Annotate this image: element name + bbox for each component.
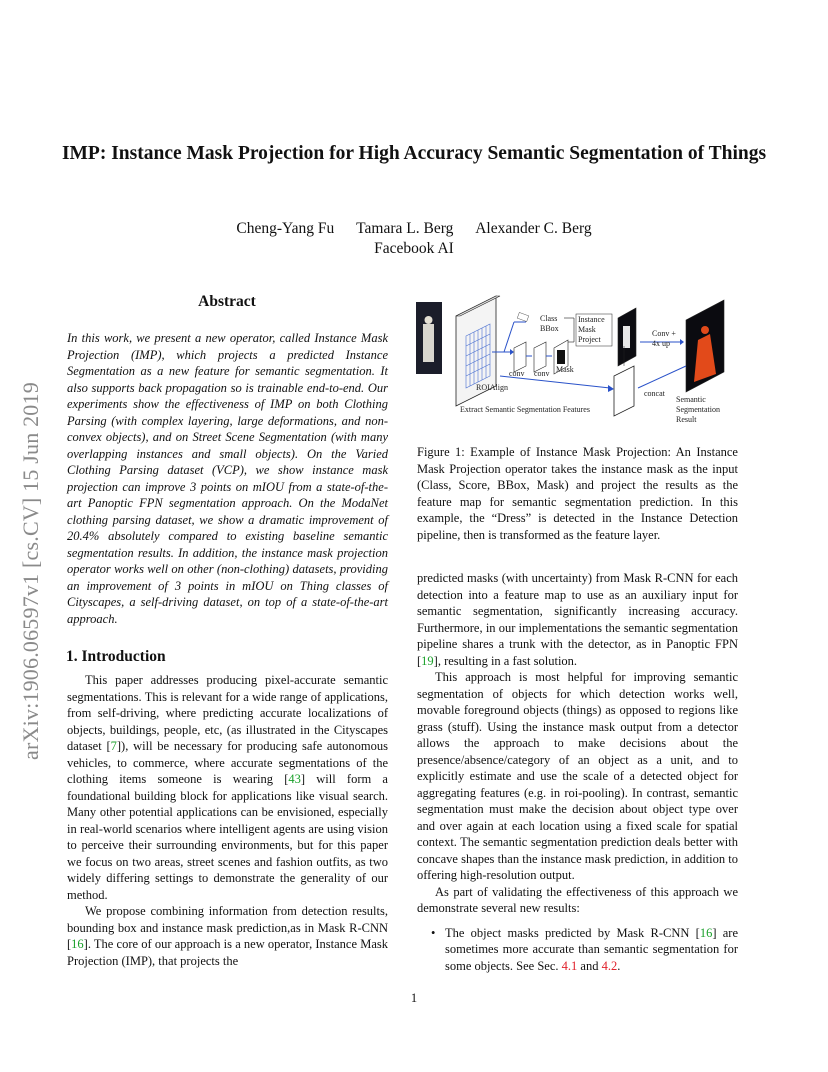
label-conv-2: conv [534,369,550,378]
citation-link[interactable]: 19 [421,653,434,668]
arxiv-stamp: arXiv:1906.06597v1 [cs.CV] 15 Jun 2019 [18,382,43,760]
author-names [60,219,768,239]
right-column-body [417,570,738,974]
projected-mask-figure [623,326,630,348]
label-class: Class [540,314,558,323]
label-concat: concat [644,389,665,398]
intro-paragraph-3: predicted masks (with uncertainty) from Mask R-CNN for each detection into a feature map to use as an auxiliary input for semantic segmentation, significantly increasing accuracy. Furthermore, in our implementations the semantic segmentation pipeline shares a trunk with the detector, as in Panoptic FPN [19], resulting in a fast solution. [417,571,738,668]
label-mask: Mask [556,365,574,374]
label-conv-1: conv [509,369,525,378]
label-bbox: BBox [540,324,559,333]
citation-link[interactable]: 16 [699,925,713,940]
affiliation: Facebook AI [374,240,454,257]
conv-block-2 [534,342,546,372]
results-bullet-1: • The object masks predicted by Mask R-CNN [16] are sometimes more accurate than semantic segmentation for some objects. See Sec. 4.1 and 4.2. [431,925,739,973]
label-instance: Instance [578,315,605,324]
label-project: Project [578,335,601,344]
mask-thumbnail [557,350,565,364]
intro-paragraph-1: This paper addresses producing pixel-accurate semantic segmentations. This is relevant for a wide range of applications, from self-driving, where predicting accurate localizations of objects, buildings, people, etc, (as illustrated in the Cityscapes dataset [7]), will be necessary for producing safe autonomous vehicles, to commerce, where accurate segmentations of the clothing items someone is wearing [43] will form a foundational building block for applications like visual search. Many other potential applications can be envisioned, especially in real-world scenarios where intelligent agents are using vision to perceive their surrounding environments, but for this paper we focus on two areas, street scenes and fashion outfits, as two widely differing settings to demonstrate the generality of our method. [67,673,388,902]
citation-link[interactable]: 16 [71,937,84,951]
label-extract-features: Extract Semantic Segmentation Features [460,405,590,414]
label-result-3: Result [676,415,697,424]
intro-paragraph-2: We propose combining information from detection results, bounding box and instance mask prediction,as in Mask R-CNN [16]. The core of our approach is a new operator, Instance Mask Projection (IMP), that projects the [67,904,388,968]
citation-link[interactable]: 7 [110,739,117,753]
bullet-dot-icon: • [431,925,436,940]
abstract-text: In this work, we present a new operator, called Instance Mask Projection (IMP), which projects a predicted Instance Segmentation as a new feature for semantic segmentation. It also supports back propagation so is trainable end-to-end. Our experiments show the effectiveness of IMP on both Clothing Parsing (with complex layering, large deformations, and non-convex objects), and on Street Scene Segmentation (with many overlapping instances and small objects). On the Varied Clothing Parsing dataset (VCP), we show instance mask projection can improve 3 points on mIOU from a state-of-the-art Panoptic FPN segmentation approach. On the ModaNet clothing parsing dataset, we show a dramatic improvement of 20.4% absolutely compared to existing baseline semantic segmentation results. In addition, the instance mask projection operator works well on other (non-clothing) datasets, providing an improvement of 3 points in mIOU on Thing classes of Cityscapes, a self-driving dataset, on top of a state-of-the-art approach. [67,331,388,626]
concat-slab [614,366,634,416]
section-ref-link[interactable]: 4.1 [561,958,578,973]
label-mask-proj: Mask [578,325,596,334]
input-image-head [425,316,433,324]
intro-paragraph-5: As part of validating the effectiveness of this approach we demonstrate several new results: [417,884,738,915]
author-3: Alexander C. Berg [475,220,592,237]
label-roialign: ROIAlign [476,383,508,392]
left-column-body [67,672,388,969]
paper-title: IMP: Instance Mask Projection for High Accuracy Semantic Segmentation of Things [61,143,767,164]
abstract-heading: Abstract [198,293,256,310]
page-number: 1 [410,991,418,1005]
label-conv-up: Conv + [652,329,676,338]
citation-link[interactable]: 43 [288,772,301,786]
label-result-1: Semantic [676,395,706,404]
author-1: Cheng-Yang Fu [236,220,335,237]
class-bbox-icon [517,312,528,321]
input-image-figure [423,324,434,362]
section-ref-link[interactable]: 4.2 [601,958,618,973]
section-heading-introduction: 1. Introduction [66,648,166,665]
author-2: Tamara L. Berg [356,220,454,237]
figure-1-caption: Figure 1: Example of Instance Mask Projection: An Instance Mask Projection operator takes the instance mask as the input (Class, Score, BBox, Mask) and project the results as the feature map for semantic segmentation prediction. In this example, the “Dress” is detected in the Instance Detection pipeline, then is transformed as the feature layer. [417,445,738,542]
intro-paragraph-4: This approach is most helpful for improving semantic segmentation of objects for which detection works well, movable foreground objects (things) as opposed to regions like grass (stuff). Using the instance mask output from a detector allows the approach to make decisions about the presence/absence/category of an object as a unit, and to explicitly estimate and use the scale of a detected object for aggregating features (e.g. in roi-pooling). In contrast, semantic segmentation must make the decision about object type over and over again at each location using a fixed scale for spatial context. The semantic segmentation prediction deals better with concave shapes than the instance mask prediction, in addition to offering high-resolution output. [417,670,738,882]
label-result-2: Segmentation [676,405,720,414]
arrow-head [510,349,514,355]
conv-block-1 [514,342,526,372]
figure-1-diagram [414,292,744,432]
author-block [60,219,768,259]
result-head [701,326,709,334]
arxiv-stamp-container [18,290,48,760]
label-4x-up: 4x up [652,339,670,348]
